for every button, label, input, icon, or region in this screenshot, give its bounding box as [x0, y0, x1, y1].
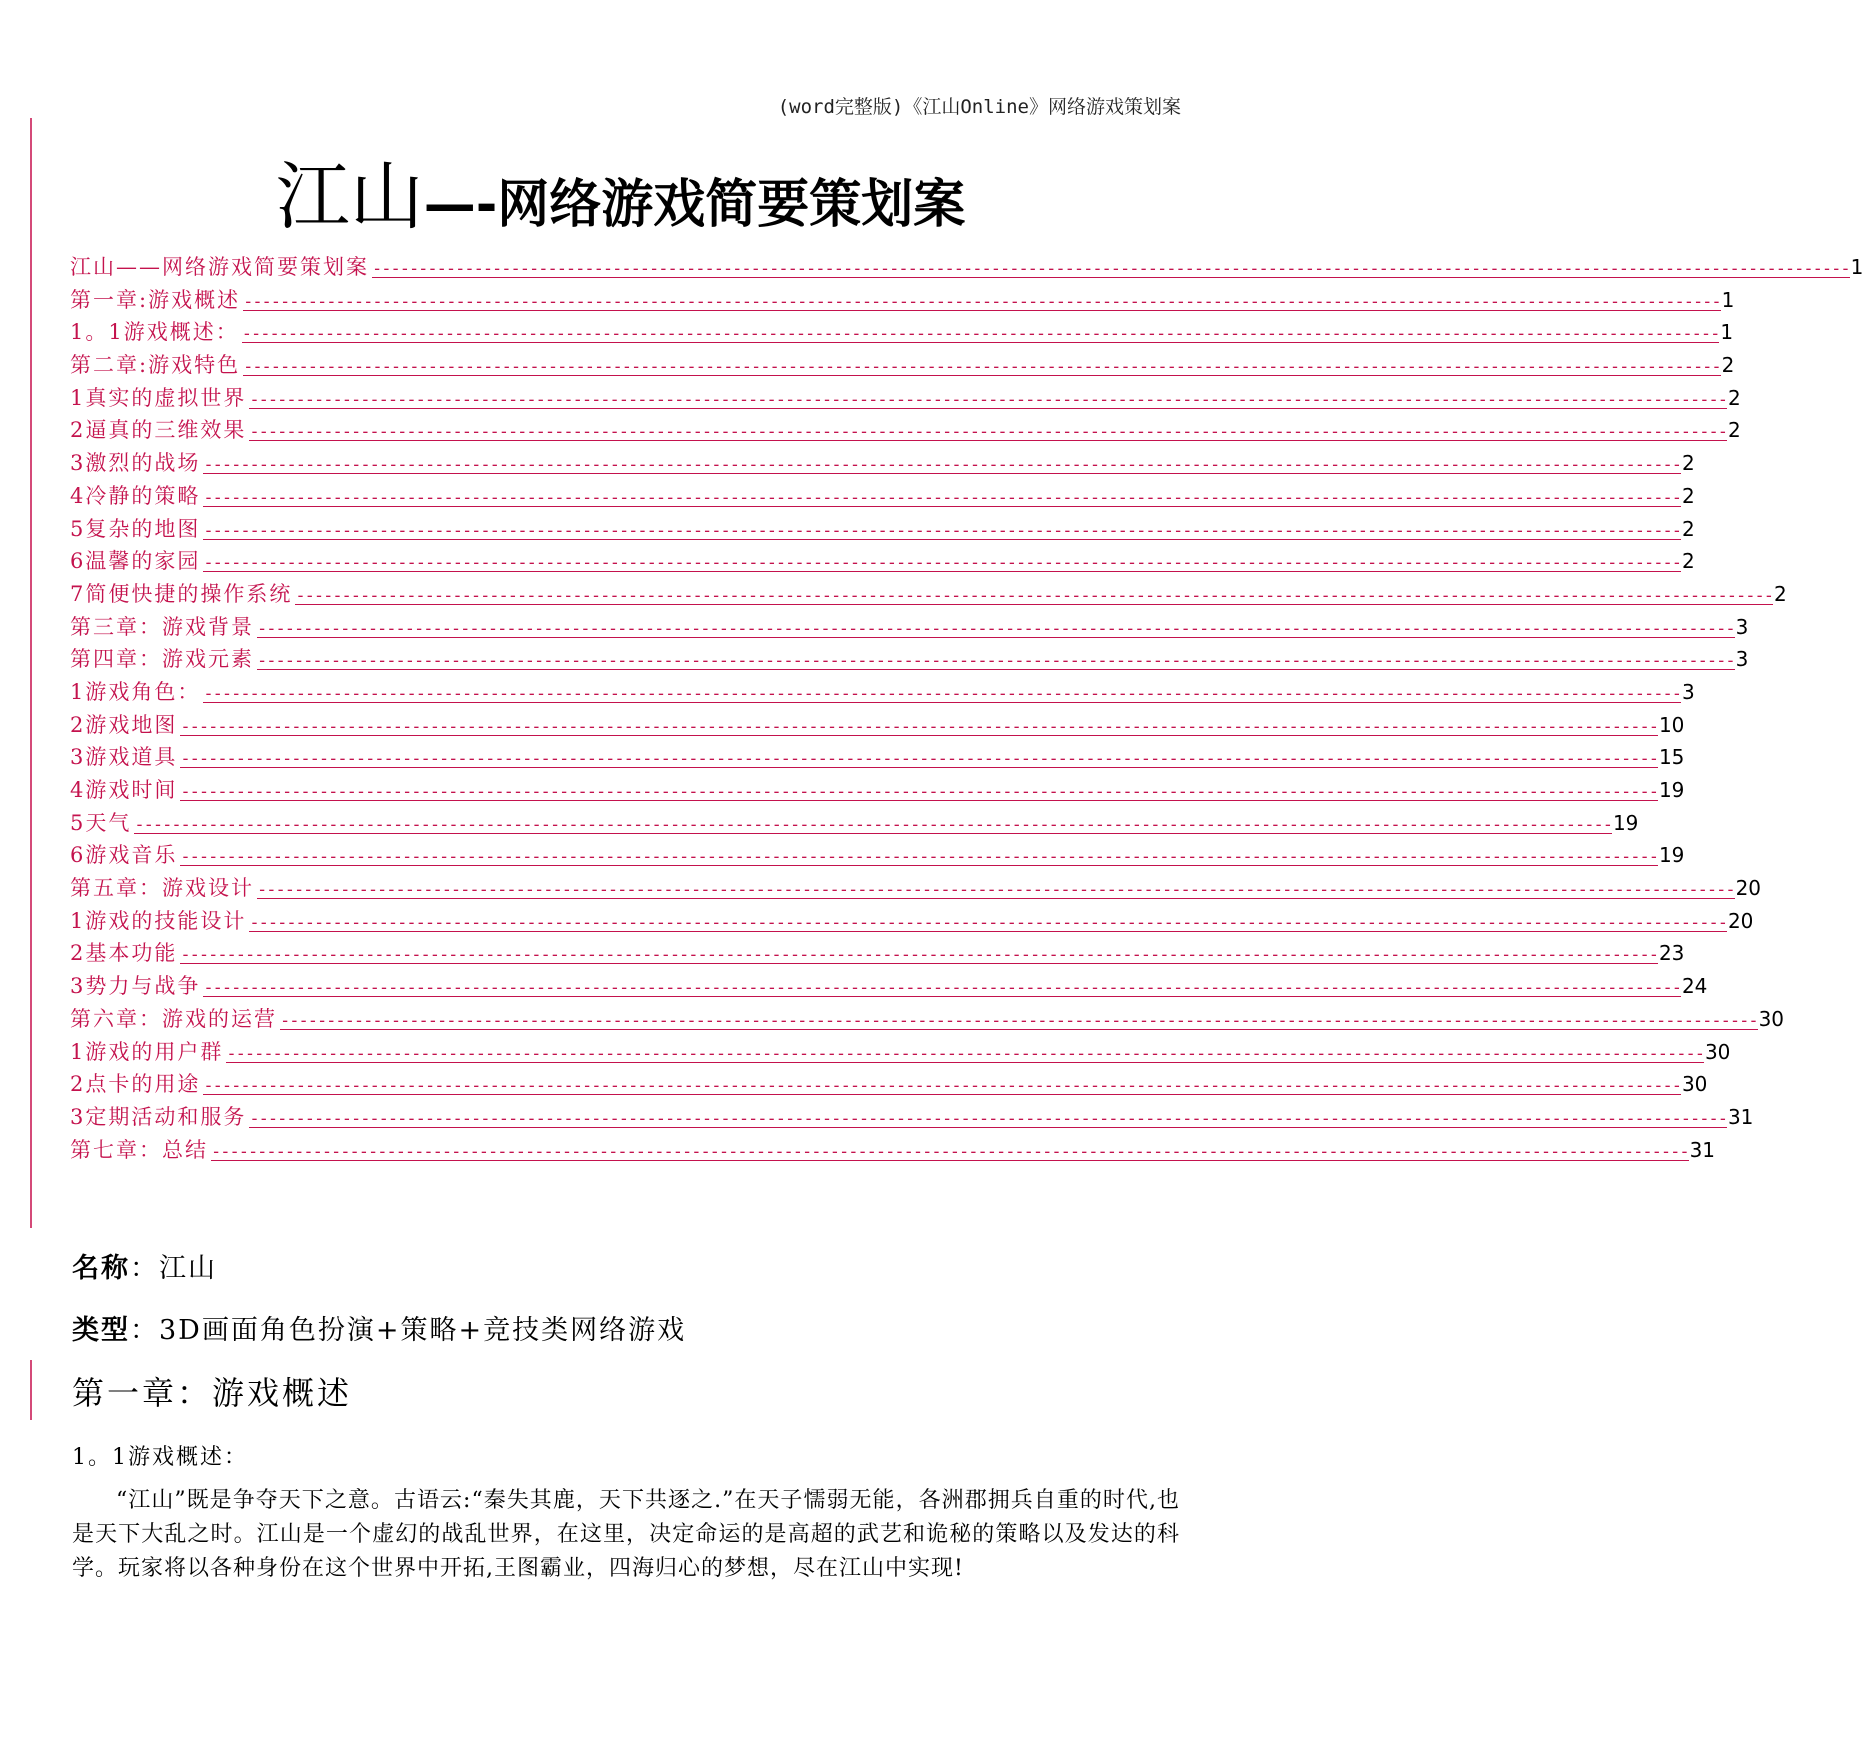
- toc-entry-link[interactable]: 第一章:游戏概述: [70, 287, 241, 312]
- toc-entry-link[interactable]: 江山——网络游戏简要策划案: [70, 255, 369, 279]
- toc-page-number: 1: [1720, 320, 1734, 345]
- toc-leader: ----------------------------------------------------------------------------------------------------------------------------------------------------------------: [203, 487, 1681, 508]
- toc-entry-link[interactable]: 6温馨的家园: [70, 549, 201, 574]
- toc-entry-link[interactable]: 第七章：总结: [70, 1137, 208, 1162]
- toc-entry[interactable]: [70, 774, 1685, 807]
- toc-entry[interactable]: [70, 578, 1787, 611]
- toc-entry[interactable]: [70, 1101, 1754, 1134]
- toc-page-number: 20: [1735, 876, 1762, 901]
- toc-entry[interactable]: [70, 807, 1639, 840]
- toc-entry-link[interactable]: 2游戏地图: [70, 712, 178, 737]
- toc-page-number: 24: [1681, 974, 1708, 999]
- chapter-heading: 第一章：游戏概述: [72, 1374, 353, 1412]
- toc-entry[interactable]: [70, 284, 1735, 317]
- toc-entry[interactable]: [70, 676, 1695, 709]
- toc-page-number: 31: [1689, 1137, 1716, 1162]
- toc-entry-link[interactable]: 1真实的虚拟世界: [70, 385, 247, 410]
- toc-entry-link[interactable]: 1游戏的用户群: [70, 1039, 224, 1064]
- toc-leader: ----------------------------------------------------------------------------------------------------------------------------------------------------------------: [134, 814, 1612, 835]
- toc-leader: ----------------------------------------------------------------------------------------------------------------------------------------------------------------: [180, 782, 1658, 802]
- toc-entry[interactable]: [70, 349, 1735, 382]
- toc-entry-link[interactable]: 2基本功能: [70, 941, 178, 966]
- toc-entry[interactable]: [70, 513, 1695, 546]
- toc-leader: ----------------------------------------------------------------------------------------------------------------------------------------------------------------: [257, 618, 1735, 639]
- toc-entry[interactable]: [70, 447, 1695, 480]
- toc-leader: ----------------------------------------------------------------------------------------------------------------------------------------------------------------: [372, 259, 1850, 279]
- toc-leader: ----------------------------------------------------------------------------------------------------------------------------------------------------------------: [203, 683, 1681, 704]
- toc-entry-link[interactable]: 3定期活动和服务: [70, 1104, 247, 1129]
- toc-entry-link[interactable]: 1。1游戏概述：: [70, 320, 239, 345]
- toc-entry[interactable]: [70, 414, 1741, 447]
- toc-entry[interactable]: [70, 1036, 1731, 1069]
- toc-page-number: 20: [1727, 908, 1754, 933]
- toc-page-number: 3: [1735, 614, 1749, 639]
- toc-leader: ----------------------------------------------------------------------------------------------------------------------------------------------------------------: [180, 847, 1658, 868]
- game-type-label: 类型: [72, 1315, 130, 1346]
- toc-page-number: 19: [1612, 810, 1639, 835]
- toc-entry-link[interactable]: 1游戏角色：: [70, 679, 201, 704]
- toc-leader: ----------------------------------------------------------------------------------------------------------------------------------------------------------------: [180, 749, 1658, 770]
- toc-leader: ----------------------------------------------------------------------------------------------------------------------------------------------------------------: [241, 324, 1720, 345]
- toc-entry[interactable]: [70, 545, 1695, 578]
- toc-leader: ----------------------------------------------------------------------------------------------------------------------------------------------------------------: [203, 455, 1681, 476]
- toc-leader: ----------------------------------------------------------------------------------------------------------------------------------------------------------------: [211, 1141, 1689, 1162]
- game-name-value: ：江山: [130, 1253, 217, 1284]
- toc-entry[interactable]: [70, 1068, 1708, 1101]
- toc-entry-link[interactable]: 6游戏音乐: [70, 843, 178, 868]
- toc-page-number: 10: [1658, 712, 1685, 737]
- toc-entry-link[interactable]: 2逼真的三维效果: [70, 418, 247, 443]
- toc-page-number: 19: [1658, 778, 1685, 802]
- toc-entry[interactable]: [70, 251, 1863, 284]
- toc-entry[interactable]: [70, 839, 1685, 872]
- toc-leader: ----------------------------------------------------------------------------------------------------------------------------------------------------------------: [295, 585, 1773, 606]
- toc-leader: ----------------------------------------------------------------------------------------------------------------------------------------------------------------: [257, 880, 1735, 901]
- toc-page-number: 2: [1681, 451, 1695, 476]
- toc-page-number: 30: [1758, 1006, 1785, 1031]
- toc-page-number: 3: [1681, 679, 1695, 704]
- toc-leader: ----------------------------------------------------------------------------------------------------------------------------------------------------------------: [203, 1076, 1681, 1097]
- toc-entry[interactable]: [70, 709, 1685, 742]
- game-type-value: ：3D画面角色扮演+策略+竞技类网络游戏: [130, 1315, 687, 1346]
- toc-leader: ----------------------------------------------------------------------------------------------------------------------------------------------------------------: [243, 291, 1721, 312]
- toc-page-number: 30: [1704, 1039, 1731, 1064]
- toc-page-number: 30: [1681, 1072, 1708, 1097]
- toc-entry-link[interactable]: 第二章:游戏特色: [70, 353, 241, 378]
- toc-page-number: 2: [1681, 483, 1695, 508]
- toc-entry[interactable]: [70, 970, 1708, 1003]
- toc-leader: ----------------------------------------------------------------------------------------------------------------------------------------------------------------: [180, 716, 1658, 737]
- toc-entry[interactable]: [70, 611, 1749, 644]
- left-margin-rule: [30, 118, 32, 1228]
- toc-page-number: 2: [1773, 581, 1787, 606]
- game-name-label: 名称: [72, 1253, 130, 1284]
- toc-entry-link[interactable]: 5天气: [70, 810, 132, 835]
- toc-page-number: 15: [1658, 745, 1685, 770]
- section-heading: 1。1游戏概述：: [72, 1445, 248, 1470]
- toc-entry-link[interactable]: 3激烈的战场: [70, 451, 201, 476]
- document-title-sub: —-网络游戏简要策划案: [423, 175, 966, 235]
- toc-entry-link[interactable]: 1游戏的技能设计: [70, 908, 247, 933]
- toc-leader: ----------------------------------------------------------------------------------------------------------------------------------------------------------------: [180, 945, 1658, 966]
- toc-leader: ----------------------------------------------------------------------------------------------------------------------------------------------------------------: [249, 912, 1727, 933]
- toc-entry[interactable]: [70, 937, 1685, 970]
- toc-entry-link[interactable]: 5复杂的地图: [70, 516, 201, 541]
- toc-page-number: 3: [1735, 647, 1749, 672]
- toc-entry[interactable]: [70, 643, 1749, 676]
- toc-leader: ----------------------------------------------------------------------------------------------------------------------------------------------------------------: [249, 422, 1727, 443]
- toc-entry-link[interactable]: 4游戏时间: [70, 778, 178, 802]
- toc-leader: ----------------------------------------------------------------------------------------------------------------------------------------------------------------: [243, 357, 1721, 378]
- toc-entry-link[interactable]: 2点卡的用途: [70, 1072, 201, 1097]
- game-name-line: [72, 1246, 217, 1285]
- toc-entry-link[interactable]: 3游戏道具: [70, 745, 178, 770]
- toc-page-number: 2: [1681, 516, 1695, 541]
- toc-entry-link[interactable]: 第三章：游戏背景: [70, 614, 254, 639]
- toc-page-number: 23: [1658, 941, 1685, 966]
- toc-page-number: 1: [1721, 287, 1735, 312]
- toc-entry-link[interactable]: 第五章：游戏设计: [70, 876, 254, 901]
- left-margin-rule: [30, 1360, 32, 1420]
- toc-entry[interactable]: [70, 382, 1741, 415]
- toc-page-number: 2: [1721, 353, 1735, 378]
- toc-leader: ----------------------------------------------------------------------------------------------------------------------------------------------------------------: [257, 651, 1735, 672]
- toc-entry-link[interactable]: 第四章：游戏元素: [70, 647, 254, 672]
- toc-entry-link[interactable]: 第六章：游戏的运营: [70, 1006, 277, 1031]
- running-header: (word完整版)《江山Online》网络游戏策划案: [777, 96, 1181, 118]
- document-title-main: 江山: [275, 154, 424, 240]
- toc-page-number: 2: [1727, 385, 1741, 410]
- toc-entry[interactable]: [70, 905, 1754, 938]
- toc-page-number: 2: [1681, 549, 1695, 574]
- toc-leader: ----------------------------------------------------------------------------------------------------------------------------------------------------------------: [203, 553, 1681, 574]
- game-type-line: [72, 1308, 686, 1347]
- toc-entry[interactable]: [70, 1003, 1785, 1036]
- toc-entry-link[interactable]: 4冷静的策略: [70, 483, 201, 508]
- toc-page-number: 19: [1658, 843, 1685, 868]
- toc-leader: ----------------------------------------------------------------------------------------------------------------------------------------------------------------: [203, 520, 1681, 541]
- toc-entry[interactable]: [70, 741, 1685, 774]
- toc-page-number: 1: [1850, 255, 1863, 279]
- table-of-contents: [70, 251, 1863, 1166]
- toc-page-number: 2: [1727, 418, 1741, 443]
- toc-entry[interactable]: [70, 872, 1762, 905]
- toc-leader: ----------------------------------------------------------------------------------------------------------------------------------------------------------------: [249, 1108, 1727, 1129]
- toc-leader: ----------------------------------------------------------------------------------------------------------------------------------------------------------------: [280, 1010, 1758, 1031]
- toc-leader: ----------------------------------------------------------------------------------------------------------------------------------------------------------------: [203, 978, 1681, 999]
- toc-entry-link[interactable]: 3势力与战争: [70, 974, 201, 999]
- toc-leader: ----------------------------------------------------------------------------------------------------------------------------------------------------------------: [226, 1043, 1704, 1064]
- toc-leader: ----------------------------------------------------------------------------------------------------------------------------------------------------------------: [249, 389, 1727, 410]
- document-title: [0, 138, 1241, 244]
- toc-entry[interactable]: [70, 1134, 1716, 1167]
- toc-page-number: 31: [1727, 1104, 1754, 1129]
- toc-entry-link[interactable]: 7简便快捷的操作系统: [70, 581, 293, 606]
- toc-entry[interactable]: [70, 480, 1695, 513]
- toc-entry[interactable]: [70, 316, 1734, 349]
- body-paragraph: “江山”既是争夺天下之意。古语云:“秦失其鹿，天下共逐之.”在天子懦弱无能，各洲郡拥兵自重的时代,也是天下大乱之时。江山是一个虚幻的战乱世界，在这里，决定命运的是高超的武艺和诡秘的策略以及发达的科学。玩家将以各种身份在这个世界中开拓,王图霸业，四海归心的梦想，尽在江山中实现!: [72, 1488, 1180, 1581]
